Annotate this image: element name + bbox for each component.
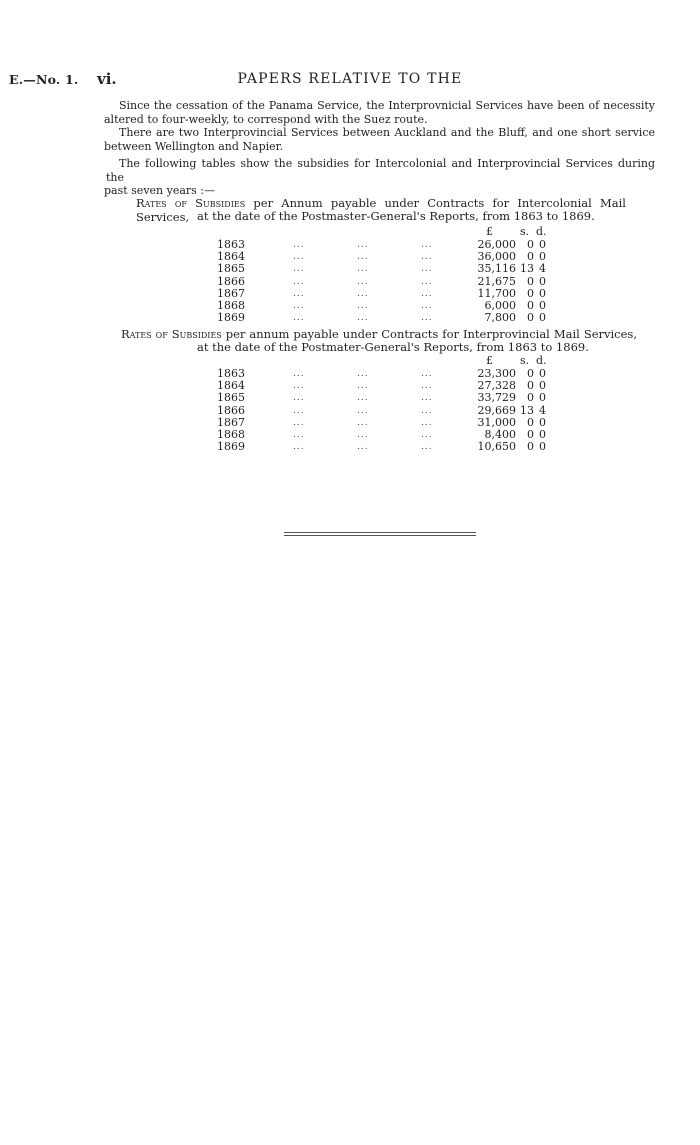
table-row: [0, 368, 700, 380]
shillings-cell: 0: [527, 250, 534, 264]
leader-dots: ...: [293, 313, 305, 324]
leader-dots: ...: [421, 429, 433, 440]
pence-cell: 0: [539, 367, 546, 380]
leader-dots: ...: [357, 417, 369, 428]
pounds-cell: 21,675: [477, 274, 516, 288]
leader-dots: ...: [357, 288, 369, 299]
year-cell: 1867: [217, 286, 245, 300]
pounds-cell: 36,000: [477, 250, 516, 264]
page-number: vi.: [97, 70, 117, 88]
leader-dots: ...: [293, 276, 305, 287]
year-cell: 1865: [217, 262, 245, 276]
leader-dots: ...: [421, 381, 433, 392]
pence-cell: 0: [539, 311, 546, 325]
pence-unit: d.: [536, 354, 547, 367]
leader-dots: ...: [293, 240, 305, 250]
interprovincial-subsidies-table: [0, 368, 700, 453]
leader-dots: ...: [357, 276, 369, 287]
page-header: [0, 70, 700, 92]
table2-caption-line2: at the date of the Postmater-General's Reports, from 1863 to 1869.: [197, 340, 589, 354]
year-cell: 1869: [217, 440, 245, 454]
year-cell: 1868: [217, 427, 245, 441]
table2-unit-header: [0, 354, 547, 367]
table-row: [0, 276, 700, 288]
pence-cell: 0: [539, 274, 546, 288]
leader-dots: ...: [357, 405, 369, 416]
pounds-cell: 29,669: [477, 403, 516, 417]
year-cell: 1869: [217, 311, 245, 325]
leader-dots: ...: [293, 300, 305, 311]
leader-dots: ...: [293, 288, 305, 299]
shillings-unit: s.: [520, 354, 530, 367]
shillings-cell: 0: [527, 427, 534, 441]
leader-dots: ...: [421, 417, 433, 428]
year-cell: 1865: [217, 391, 245, 405]
year-cell: 1864: [217, 379, 245, 393]
leader-dots: ...: [421, 313, 433, 324]
leader-dots: ...: [293, 417, 305, 428]
leader-dots: ...: [421, 442, 433, 453]
year-cell: 1864: [217, 250, 245, 264]
pence-cell: 0: [539, 391, 546, 405]
shillings-cell: 13: [520, 262, 534, 276]
pounds-cell: 6,000: [484, 298, 516, 312]
pounds-cell: 31,000: [477, 415, 516, 429]
shillings-cell: 0: [527, 311, 534, 325]
table-row: [0, 392, 700, 404]
table-row: [0, 239, 700, 251]
leader-dots: ...: [357, 252, 369, 263]
leader-dots: ...: [421, 405, 433, 416]
leader-dots: ...: [421, 369, 433, 379]
leader-dots: ...: [357, 313, 369, 324]
pence-cell: 0: [539, 238, 546, 251]
table-row: [0, 251, 700, 263]
leader-dots: ...: [293, 369, 305, 379]
leader-dots: ...: [421, 252, 433, 263]
shillings-cell: 0: [527, 415, 534, 429]
leader-dots: ...: [357, 381, 369, 392]
shillings-cell: 13: [520, 403, 534, 417]
running-title: PAPERS RELATIVE TO THE: [237, 71, 463, 87]
shillings-cell: 0: [527, 238, 534, 251]
table-row: [0, 380, 700, 392]
pence-cell: 0: [539, 379, 546, 393]
pounds-cell: 8,400: [484, 427, 516, 441]
leader-dots: ...: [357, 393, 369, 404]
pence-unit: d.: [536, 225, 547, 238]
paragraph-interprovincial-services: [106, 126, 655, 153]
pence-cell: 0: [539, 250, 546, 264]
shillings-cell: 0: [527, 367, 534, 380]
year-cell: 1866: [217, 274, 245, 288]
pounds-cell: 11,700: [477, 286, 516, 300]
leader-dots: ...: [293, 429, 305, 440]
paragraph-line: Since the cessation of the Panama Service, the Interprovnicial Services have been of necessity: [119, 99, 655, 112]
table-row: [0, 429, 700, 441]
table-row: [0, 405, 700, 417]
leader-dots: ...: [421, 393, 433, 404]
leader-dots: ...: [421, 264, 433, 275]
section-divider: [284, 535, 476, 536]
paragraph-line: The following tables show the subsidies for Intercolonial and Interprovincial Services during the: [106, 157, 655, 184]
shillings-cell: 0: [527, 391, 534, 405]
paragraph-line: altered to four-weekly, to correspond with the Suez route.: [104, 112, 428, 126]
paragraph-line: past seven years :—: [104, 184, 216, 197]
leader-dots: ...: [293, 252, 305, 263]
document-reference: E.—No. 1.: [9, 72, 79, 87]
table1-caption-line2: at the date of the Postmaster-General's Reports, from 1863 to 1869.: [197, 209, 595, 223]
leader-dots: ...: [421, 300, 433, 311]
leader-dots: ...: [357, 300, 369, 311]
year-cell: 1863: [217, 367, 245, 380]
shillings-cell: 0: [527, 274, 534, 288]
table-row: [0, 312, 700, 324]
leader-dots: ...: [357, 442, 369, 453]
leader-dots: ...: [293, 381, 305, 392]
pounds-cell: 23,300: [477, 367, 516, 380]
paragraph-panama-service: [106, 99, 655, 126]
pounds-cell: 26,000: [477, 238, 516, 251]
shillings-unit: s.: [520, 225, 530, 238]
paragraph-line: between Wellington and Napier.: [104, 139, 284, 153]
table1-unit-header: [0, 225, 547, 238]
pence-cell: 0: [539, 298, 546, 312]
year-cell: 1866: [217, 403, 245, 417]
pounds-unit: £: [486, 354, 493, 367]
pounds-cell: 10,650: [477, 440, 516, 454]
leader-dots: ...: [357, 264, 369, 275]
caption-lead: Rates of Subsidies: [136, 196, 246, 210]
pounds-cell: 7,800: [484, 311, 516, 325]
leader-dots: ...: [421, 276, 433, 287]
leader-dots: ...: [293, 442, 305, 453]
pence-cell: 0: [539, 415, 546, 429]
pence-cell: 0: [539, 286, 546, 300]
pence-cell: 4: [539, 403, 546, 417]
pounds-cell: 35,116: [477, 262, 516, 276]
year-cell: 1863: [217, 238, 245, 251]
pence-cell: 4: [539, 262, 546, 276]
shillings-cell: 0: [527, 379, 534, 393]
table-row: [0, 288, 700, 300]
intercolonial-subsidies-table: [0, 239, 700, 324]
pence-cell: 0: [539, 427, 546, 441]
leader-dots: ...: [421, 240, 433, 250]
section-divider: [284, 532, 476, 533]
leader-dots: ...: [293, 405, 305, 416]
table-row: [0, 441, 700, 453]
leader-dots: ...: [293, 393, 305, 404]
pounds-cell: 27,328: [477, 379, 516, 393]
caption-lead: Rates of Subsidies: [121, 327, 222, 341]
caption-text: per Annum payable under Contracts for Intercolonial Mail Services,: [136, 196, 626, 224]
table-row: [0, 417, 700, 429]
table-row: [0, 300, 700, 312]
leader-dots: ...: [357, 369, 369, 379]
year-cell: 1867: [217, 415, 245, 429]
pounds-cell: 33,729: [477, 391, 516, 405]
pounds-unit: £: [486, 225, 493, 238]
shillings-cell: 0: [527, 440, 534, 454]
caption-text: per annum payable under Contracts for Interprovincial Mail Services,: [221, 327, 637, 341]
leader-dots: ...: [421, 288, 433, 299]
year-cell: 1868: [217, 298, 245, 312]
leader-dots: ...: [357, 429, 369, 440]
paragraph-line: There are two Interprovincial Services between Auckland and the Bluff, and one short service: [119, 126, 655, 139]
paragraph-tables-intro: [106, 157, 655, 198]
leader-dots: ...: [293, 264, 305, 275]
pence-cell: 0: [539, 440, 546, 454]
table-row: [0, 263, 700, 275]
leader-dots: ...: [357, 240, 369, 250]
shillings-cell: 0: [527, 298, 534, 312]
shillings-cell: 0: [527, 286, 534, 300]
